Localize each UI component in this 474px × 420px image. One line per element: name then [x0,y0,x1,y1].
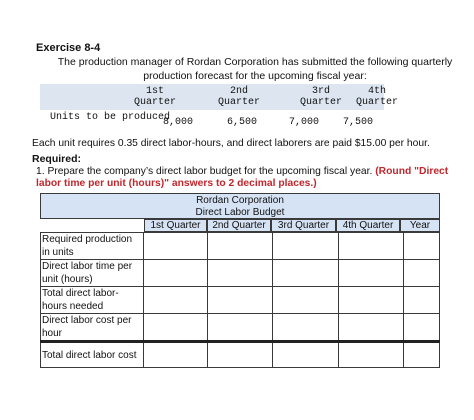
row-label-labor-cost-per-hour: Direct labor cost per hour [41,314,144,342]
forecast-value-q3: 7,000 [288,117,319,128]
forecast-row-label: Units to be produced [50,112,171,123]
forecast-value-q2: 6,500 [226,117,257,128]
labor-info-text: Each unit requires 0.35 direct labor-hours, and direct laborers are paid $15.00 per hour. [32,138,430,149]
input-cell[interactable] [273,342,339,368]
forecast-q2-header: 2nd Quarter [217,86,260,108]
budget-header [40,193,440,219]
forecast-q3-header: 3rd Quarter [299,86,342,108]
input-cell[interactable] [208,260,273,287]
input-cell[interactable] [339,287,404,314]
input-cell[interactable] [208,342,273,368]
table-row [41,342,440,368]
input-cell[interactable] [404,342,440,368]
input-cell[interactable] [339,260,404,287]
input-cell[interactable] [404,314,440,342]
input-cell[interactable] [339,314,404,342]
forecast-q4-header: 4th Quarter [355,86,398,108]
col-header-q1: 1st Quarter [144,219,207,232]
input-cell[interactable] [208,233,273,260]
input-cell[interactable] [273,233,339,260]
table-row [41,233,440,260]
table-row [41,314,440,342]
required-heading: Required: [32,153,82,165]
forecast-q1-header: 1st Quarter [133,86,176,108]
input-cell[interactable] [208,287,273,314]
input-cell[interactable] [404,233,440,260]
col-header-year: Year [400,219,440,232]
table-row [41,260,440,287]
input-cell[interactable] [273,287,339,314]
budget-title: Direct Labor Budget [195,207,285,218]
forecast-value-q4: 7,500 [342,117,373,128]
table-row [41,287,440,314]
input-cell[interactable] [144,314,208,342]
forecast-value-q1: 8,000 [162,117,193,128]
exercise-title: Exercise 8-4 [36,42,101,54]
company-name: Rordan Corporation [196,195,284,206]
input-cell[interactable] [144,260,208,287]
input-cell[interactable] [339,342,404,368]
input-cell[interactable] [404,260,440,287]
input-cell[interactable] [144,342,208,368]
input-cell[interactable] [273,314,339,342]
row-label-total-labor-cost: Total direct labor cost [41,342,144,368]
input-cell[interactable] [208,314,273,342]
budget-grid [40,232,440,368]
task-text: 1. Prepare the company’s direct labor budget for the upcoming fiscal year. [36,166,373,177]
row-label-total-labor-hours: Total direct labor-hours needed [41,287,144,314]
input-cell[interactable] [144,287,208,314]
task-instruction [36,166,456,190]
intro-text: The production manager of Rordan Corporation has submitted the following quarterly production forecast for the upcoming fiscal year: [57,56,453,82]
row-label-required-production: Required production in units [41,233,144,260]
input-cell[interactable] [273,260,339,287]
col-header-q3: 3rd Quarter [271,219,336,232]
col-header-q4: 4th Quarter [336,219,400,232]
rounding-note: (Round "Direct labor time per unit (hours)" answers to 2 decimal places.) [36,166,449,189]
input-cell[interactable] [339,233,404,260]
col-header-q2: 2nd Quarter [207,219,271,232]
row-label-labor-time-per-unit: Direct labor time per unit (hours) [41,260,144,287]
input-cell[interactable] [404,287,440,314]
input-cell[interactable] [144,233,208,260]
